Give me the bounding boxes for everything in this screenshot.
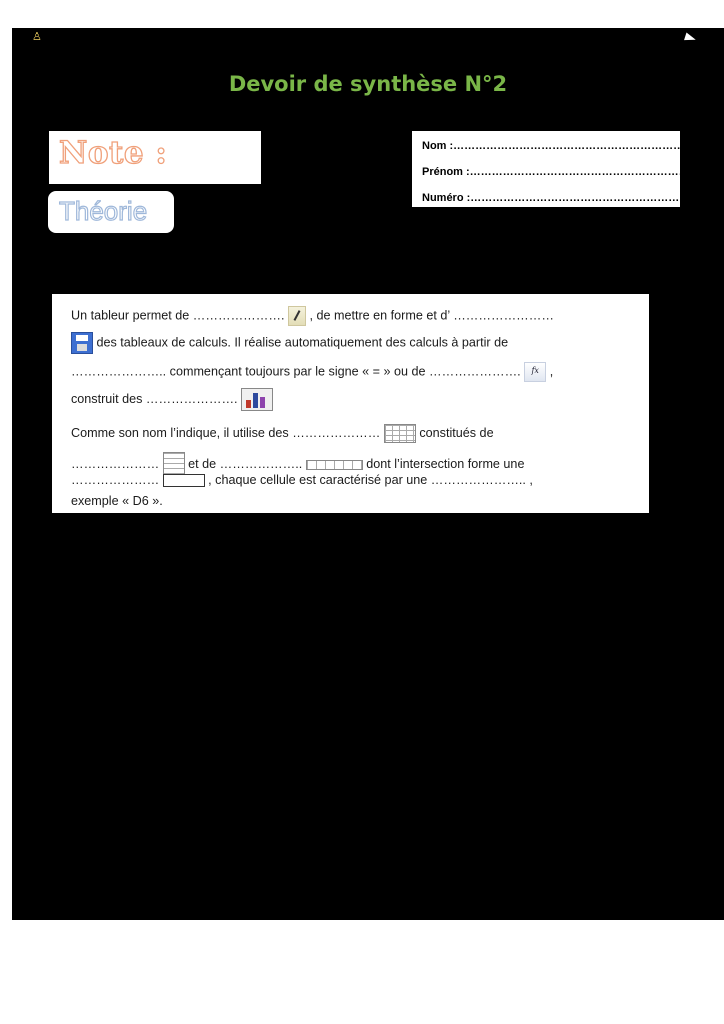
- line-6-end: dont l’intersection forme une: [366, 456, 525, 471]
- line-2-text: des tableaux de calculs. Il réalise automatiquement des calculs à partir de: [96, 335, 509, 350]
- line-8-text: exemple « D6 ».: [71, 494, 163, 508]
- numero-field: Numéro :……………………………………………………: [422, 192, 691, 204]
- line-3: [71, 362, 553, 382]
- pointer-icon: [684, 32, 697, 43]
- prenom-field: Prénom :……………………………………………………: [422, 166, 690, 178]
- line-3-end: ,: [549, 364, 554, 379]
- line-7: [71, 472, 533, 488]
- grid-icon: [384, 424, 416, 443]
- chart-icon: [241, 388, 273, 411]
- function-icon: fx: [524, 362, 546, 382]
- line-8: [71, 493, 163, 509]
- note-label: Note :: [59, 135, 168, 171]
- line-6-start: …………………: [71, 456, 160, 471]
- line-7-end: , chaque cellule est caractérisé par une ………………….. ,: [208, 473, 533, 487]
- line-6-mid: et de ………………..: [188, 456, 303, 471]
- note-box: [49, 131, 261, 184]
- exam-sheet: [12, 28, 724, 920]
- save-icon: [71, 332, 93, 354]
- line-4-text: construit des ………………….: [71, 391, 238, 406]
- line-7-start: …………………: [71, 473, 160, 487]
- page-title: Devoir de synthèse N°2: [228, 72, 508, 96]
- line-1: [71, 306, 554, 326]
- pencil-icon: [288, 306, 306, 326]
- line-5-start: Comme son nom l’indique, il utilise des …………………: [71, 425, 381, 440]
- nom-field: Nom :…………………………………………………………: [422, 140, 696, 152]
- cell-icon: [163, 474, 205, 487]
- section-box: [48, 191, 174, 233]
- exercise-paragraph: [52, 294, 649, 513]
- line-2: [71, 332, 508, 354]
- row-icon: [306, 460, 363, 470]
- line-5: [71, 424, 494, 443]
- line-4: [71, 388, 273, 411]
- pin-icon: ♙: [32, 31, 42, 43]
- line-1-end: , de mettre en forme et d’ ……………………: [309, 308, 554, 323]
- student-info-box: [412, 131, 696, 207]
- line-1-start: Un tableur permet de ………………….: [71, 308, 285, 323]
- line-5-end: constitués de: [419, 425, 494, 440]
- section-label: Théorie: [59, 196, 148, 226]
- line-3-start: ………………….. commençant toujours par le signe « = » ou de ………………….: [71, 364, 521, 379]
